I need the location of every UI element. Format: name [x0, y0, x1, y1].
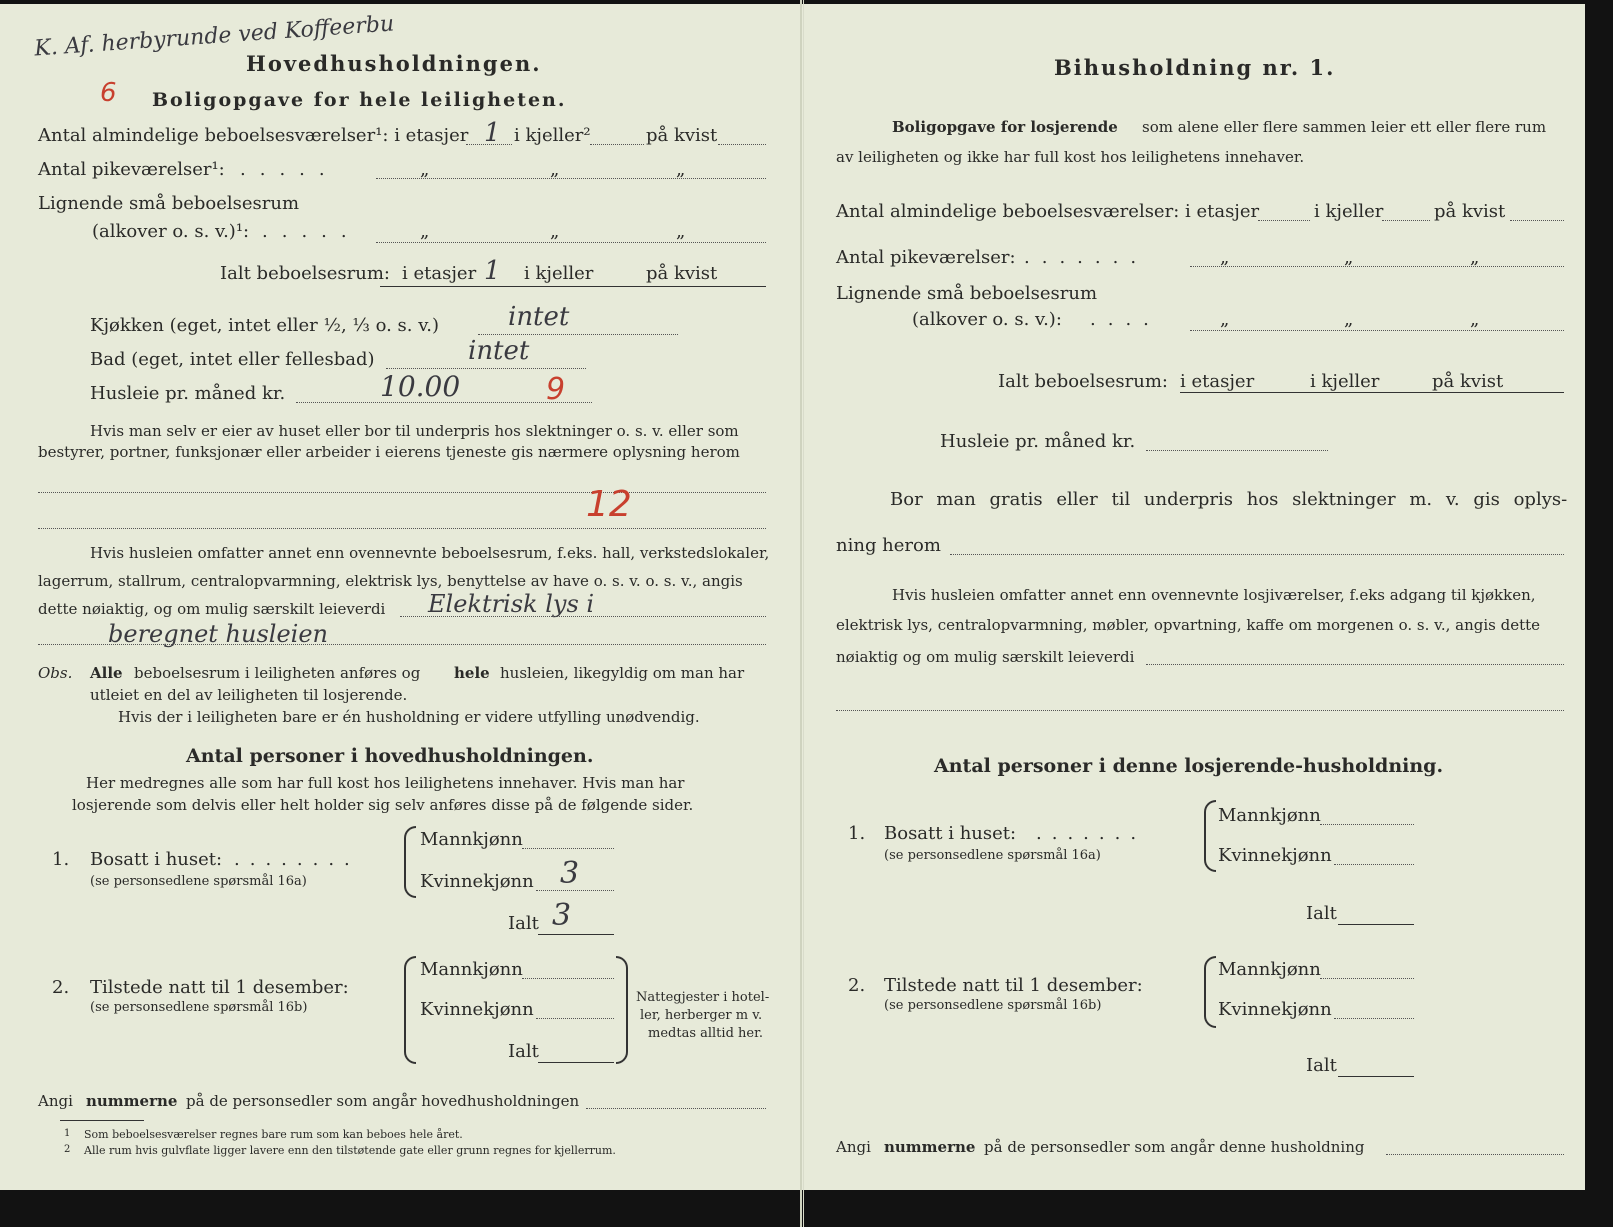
right-angi-c: på de personsedler som angår denne husholdning	[984, 1138, 1365, 1156]
left-ialt-kjeller: i kjeller	[524, 263, 594, 284]
left-omfatter-line-2	[38, 644, 766, 645]
left-b1-mann: Mannkjønn	[420, 829, 523, 850]
right-row3-ditto-2: „	[1344, 309, 1354, 330]
left-row3-dots: .....	[262, 221, 361, 242]
left-b2-brace-left	[404, 956, 416, 1064]
right-angi-b: nummerne	[884, 1138, 976, 1156]
left-b2-ialt: Ialt	[508, 1041, 539, 1062]
left-b2-kvinne-line	[536, 1018, 614, 1019]
right-angi-a: Angi	[836, 1138, 871, 1156]
left-obs-text-2: utleiet en del av leiligheten til losjerende.	[90, 686, 408, 704]
left-ialt-line	[380, 286, 766, 287]
left-b1-brace	[404, 826, 416, 898]
left-husleie-label: Husleie pr. måned kr.	[90, 383, 286, 404]
right-omfatter-2: elektrisk lys, centralopvarmning, møbler, opvartning, kaffe om morgenen o. s. v., angis dette	[836, 616, 1541, 634]
right-row3-ditto-1: „	[1220, 309, 1230, 330]
left-obs-text-1b: beboelsesrum i leiligheten anføres og	[134, 664, 421, 682]
footnote-2-marker: 2	[64, 1144, 71, 1155]
left-nattegjester-1: Nattegjester i hotel-	[636, 990, 770, 1005]
right-gratis-2: ning herom	[836, 535, 941, 556]
footnote-rule	[60, 1120, 144, 1121]
left-omfatter-3: dette nøiaktig, og om mulig særskilt leieverdi	[38, 600, 386, 618]
right-b2-mann: Mannkjønn	[1218, 959, 1321, 980]
left-b1-ialt-value: 3	[552, 898, 572, 933]
center-fold-shadow	[803, 0, 804, 1227]
left-b1-sub: (se personsedlene spørsmål 16a)	[90, 874, 307, 889]
right-b1-kvinne-line	[1334, 864, 1414, 865]
left-b2-label: Tilstede natt til 1 desember:	[90, 977, 349, 998]
right-b1-ialt-line	[1338, 924, 1414, 925]
left-b1-mann-line	[522, 848, 614, 849]
left-nattegjester-2: ler, herberger m v.	[640, 1008, 763, 1023]
right-row2-ditto-2: „	[1344, 247, 1354, 268]
left-omfatter-2: lagerrum, stallrum, centralopvarmning, elektrisk lys, benyttelse av have o. s. v. o. s. v., angis	[38, 572, 743, 590]
left-b2-ialt-line	[538, 1062, 614, 1063]
left-b1-kvinne: Kvinnekjønn	[420, 871, 534, 892]
left-b1-dots: ........	[234, 849, 360, 870]
left-row2-ditto-2: „	[550, 159, 560, 180]
left-ialt-etasjer-value: 1	[484, 256, 501, 286]
right-row1-kvist-line	[1510, 220, 1564, 221]
right-row3-ditto-3: „	[1470, 309, 1480, 330]
left-angi-b: nummerne	[86, 1092, 178, 1110]
right-row3-label-b: (alkover o. s. v.):	[912, 309, 1062, 330]
scan-border-right	[1585, 0, 1613, 1227]
left-obs-text-3: Hvis der i leiligheten bare er én husholdning er videre utfylling unødvendig.	[118, 708, 700, 726]
right-b1-mann: Mannkjønn	[1218, 805, 1321, 826]
left-row3-label-a: Lignende små beboelsesrum	[38, 193, 300, 214]
left-angi-line	[586, 1108, 766, 1109]
right-row2-ditto-1: „	[1220, 247, 1230, 268]
left-persons-title: Antal personer i hovedhusholdningen.	[186, 745, 594, 767]
right-b1-label: Bosatt i huset:	[884, 823, 1017, 844]
right-b1-ialt: Ialt	[1306, 903, 1337, 924]
left-b2-mann-line	[522, 978, 614, 979]
right-ialt-kjeller: i kjeller	[1310, 371, 1380, 392]
left-b2-number: 2.	[52, 977, 70, 998]
left-b1-kvinne-value: 3	[560, 856, 580, 891]
right-intro-b: som alene eller flere sammen leier ett eller flere rum	[1142, 118, 1547, 136]
right-row1-label: Antal almindelige beboelsesværelser: i etasjer	[836, 201, 1260, 222]
left-b2-sub: (se personsedlene spørsmål 16b)	[90, 1000, 308, 1015]
right-omfatter-line-2	[836, 710, 1564, 711]
right-b2-brace	[1204, 956, 1216, 1028]
left-obs-label: Obs.	[38, 664, 73, 682]
right-angi-line	[1386, 1154, 1564, 1155]
left-row1-etasjer-value: 1	[484, 118, 501, 148]
left-omfatter-hand-2: beregnet husleien	[108, 620, 328, 648]
right-row1-kvist: på kvist	[1434, 201, 1506, 222]
right-title: Bihusholdning nr. 1.	[1054, 55, 1336, 80]
left-husleie-red-correction: 9	[546, 372, 566, 407]
right-gratis-line	[950, 554, 1564, 555]
footnote-1-marker: 1	[64, 1128, 71, 1139]
right-husleie-label: Husleie pr. måned kr.	[940, 431, 1136, 452]
handwritten-note-top: K. Af. herbyrunde ved Koffeerbu	[33, 11, 395, 62]
right-b2-kvinne: Kvinnekjønn	[1218, 999, 1332, 1020]
right-omfatter-line-1	[1146, 664, 1564, 665]
right-row3-dots: ....	[1090, 309, 1161, 330]
left-b1-kvinne-line	[536, 890, 614, 891]
right-b2-label: Tilstede natt til 1 desember:	[884, 975, 1143, 996]
left-obs-text-1d: husleien, likegyldig om man har	[500, 664, 745, 682]
left-obs-alle: Alle	[90, 664, 123, 682]
left-row1-kvist-line	[718, 144, 766, 145]
left-row2-line	[376, 178, 766, 179]
right-row1-kjeller-line	[1382, 220, 1430, 221]
right-b1-sub: (se personsedlene spørsmål 16a)	[884, 848, 1101, 863]
left-kjokken-value: intet	[508, 302, 570, 332]
left-row1-kjeller-line	[590, 144, 644, 145]
right-row2-dots: .......	[1024, 247, 1149, 268]
right-ialt-label: Ialt beboelsesrum:	[998, 371, 1168, 392]
scan-border-bottom	[0, 1190, 1613, 1227]
right-row1-kjeller: i kjeller	[1314, 201, 1384, 222]
right-b2-number: 2.	[848, 975, 866, 996]
right-b2-sub: (se personsedlene spørsmål 16b)	[884, 998, 1102, 1013]
footnote-2: Alle rum hvis gulvflate ligger lavere enn den tilstøtende gate eller grunn regnes for kjellerrum.	[84, 1144, 616, 1157]
red-mark-mid: 12	[586, 484, 632, 525]
left-row1-label: Antal almindelige beboelsesværelser¹: i etasjer	[38, 125, 469, 146]
left-row2-ditto-3: „	[676, 159, 686, 180]
left-row3-ditto-1: „	[420, 221, 430, 242]
right-row2-label: Antal pikeværelser:	[836, 247, 1016, 268]
right-persons-title: Antal personer i denne losjerende-husholdning.	[934, 755, 1444, 777]
left-angi-a: Angi	[38, 1092, 73, 1110]
right-intro-c: av leiligheten og ikke har full kost hos leilighetens innehaver.	[836, 148, 1305, 166]
left-row1-kvist: på kvist	[646, 125, 718, 146]
right-b2-ialt-line	[1338, 1076, 1414, 1077]
left-row3-ditto-3: „	[676, 221, 686, 242]
left-persons-text-2: losjerende som delvis eller helt holder sig selv anføres disse på de følgende sider.	[72, 796, 694, 814]
right-row1-etasjer-line	[1258, 220, 1310, 221]
left-bad-label: Bad (eget, intet eller fellesbad)	[90, 349, 375, 370]
right-b2-mann-line	[1320, 978, 1414, 979]
center-fold	[800, 0, 802, 1227]
left-row3-ditto-2: „	[550, 221, 560, 242]
left-subtitle: Boligopgave for hele leiligheten.	[152, 89, 567, 111]
left-b1-ialt-line	[538, 934, 614, 935]
right-b2-kvinne-line	[1334, 1018, 1414, 1019]
left-eier-text-1: Hvis man selv er eier av huset eller bor til underpris hos slektninger o. s. v. eller som	[90, 422, 739, 440]
right-ialt-etasjer: i etasjer	[1180, 371, 1255, 392]
left-obs-hele: hele	[454, 664, 490, 682]
left-eier-line-1	[38, 492, 766, 493]
left-row2-ditto-1: „	[420, 159, 430, 180]
right-row2-ditto-3: „	[1470, 247, 1480, 268]
right-row3-label-a: Lignende små beboelsesrum	[836, 283, 1098, 304]
left-angi-c: på de personsedler som angår hovedhusholdningen	[186, 1092, 580, 1110]
left-bad-value: intet	[468, 336, 530, 366]
left-ialt-etasjer: i etasjer	[402, 263, 477, 284]
right-husleie-line	[1146, 450, 1328, 451]
right-b1-mann-line	[1320, 824, 1414, 825]
left-b2-mann: Mannkjønn	[420, 959, 523, 980]
left-eier-text-2: bestyrer, portner, funksjonær eller arbeider i eierens tjeneste gis nærmere oplysning herom	[38, 443, 740, 461]
right-omfatter-3: nøiaktig og om mulig særskilt leieverdi	[836, 648, 1135, 666]
left-omfatter-line-1	[400, 616, 766, 617]
right-b1-kvinne: Kvinnekjønn	[1218, 845, 1332, 866]
left-b2-brace-right	[616, 956, 628, 1064]
left-ialt-kvist: på kvist	[646, 263, 718, 284]
right-b2-ialt: Ialt	[1306, 1055, 1337, 1076]
left-eier-line-2	[38, 528, 766, 529]
left-b1-ialt: Ialt	[508, 913, 539, 934]
left-kjokken-label: Kjøkken (eget, intet eller ½, ⅓ o. s. v.)	[90, 315, 439, 336]
right-b1-number: 1.	[848, 823, 866, 844]
left-row3-label-b: (alkover o. s. v.)¹:	[92, 221, 250, 242]
left-b2-kvinne: Kvinnekjønn	[420, 999, 534, 1020]
right-b1-brace	[1204, 800, 1216, 872]
left-title: Hovedhusholdningen.	[246, 51, 542, 76]
left-nattegjester-3: medtas alltid her.	[648, 1026, 764, 1041]
left-b1-label: Bosatt i huset:	[90, 849, 223, 870]
left-omfatter-hand-1: Elektrisk lys i	[428, 590, 595, 618]
footnote-1: Som beboelsesværelser regnes bare rum som kan beboes hele året.	[84, 1128, 463, 1141]
left-ialt-label: Ialt beboelsesrum:	[220, 263, 390, 284]
right-row3-line	[1190, 330, 1564, 331]
right-b1-dots: .......	[1036, 823, 1147, 844]
left-omfatter-1: Hvis husleien omfatter annet enn ovennevnte beboelsesrum, f.eks. hall, verkstedslokaler,	[90, 544, 770, 562]
right-ialt-kvist: på kvist	[1432, 371, 1504, 392]
red-mark-top: 6	[100, 78, 117, 108]
scan-border-top	[0, 0, 1613, 4]
right-intro-a: Boligopgave for losjerende	[892, 118, 1118, 136]
left-b1-number: 1.	[52, 849, 70, 870]
left-row3-line	[376, 242, 766, 243]
left-husleie-value: 10.00	[380, 370, 461, 403]
left-bad-line	[386, 368, 586, 369]
left-row2-label: Antal pikeværelser¹:	[38, 159, 225, 180]
left-row1-kjeller: i kjeller²	[514, 125, 591, 146]
left-persons-text-1: Her medregnes alle som har full kost hos leilighetens innehaver. Hvis man har	[86, 774, 685, 792]
right-row2-line	[1190, 266, 1564, 267]
right-ialt-line	[1180, 392, 1564, 393]
left-row2-dots: .....	[240, 159, 339, 180]
right-omfatter-1: Hvis husleien omfatter annet enn ovennevnte losjiværelser, f.eks adgang til kjøkken,	[892, 586, 1536, 604]
left-kjokken-line	[478, 334, 678, 335]
right-gratis-1: Bor man gratis eller til underpris hos slektninger m. v. gis oplys-	[890, 489, 1568, 510]
